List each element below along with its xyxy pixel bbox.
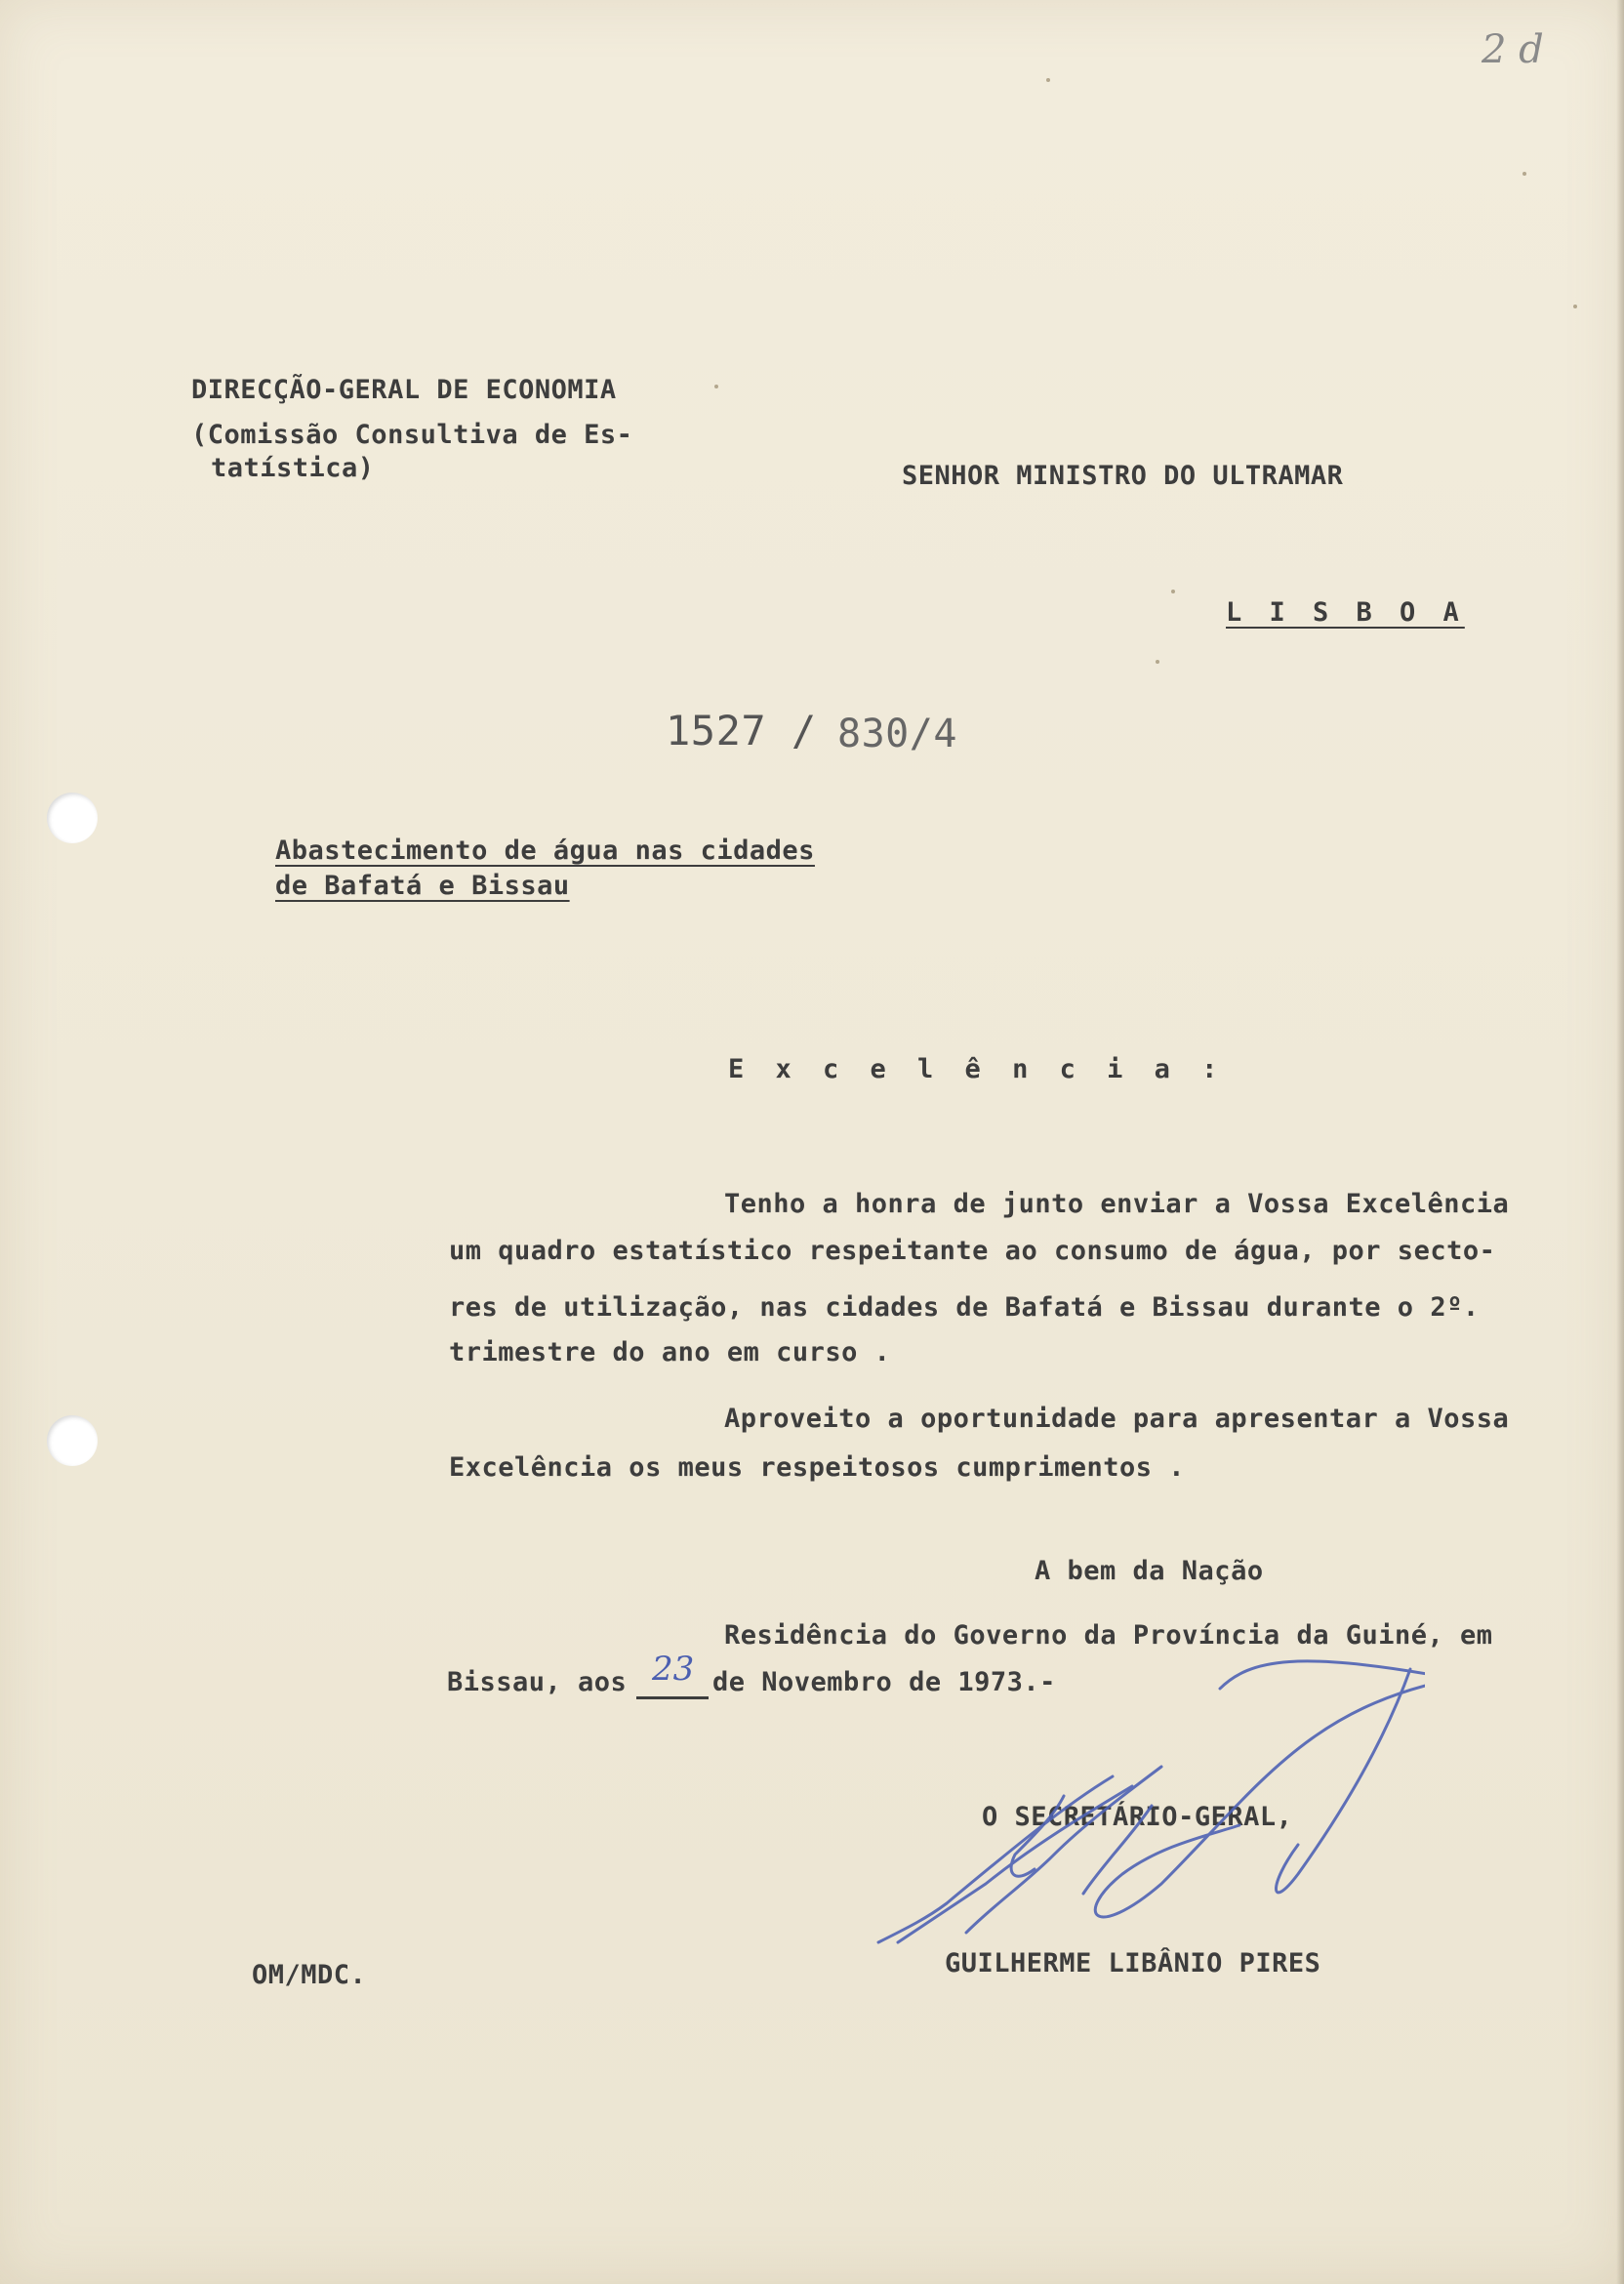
signatory-name: GUILHERME LIBÂNIO PIRES xyxy=(945,1948,1321,1978)
recipient-city: L I S B O A xyxy=(1226,597,1465,628)
body-p1-line2: um quadro estatístico respeitante ao consumo de água, por secto- xyxy=(449,1236,1496,1266)
paper-speck xyxy=(1156,660,1159,664)
typist-initials: OM/MDC. xyxy=(252,1960,367,1990)
signature-role: O SECRETÁRIO-GERAL, xyxy=(982,1802,1293,1832)
reference-number-typed: 1527 / xyxy=(666,707,817,755)
paper-speck xyxy=(1046,78,1050,82)
closing-place-line2-after: de Novembro de 1973.- xyxy=(712,1667,1056,1697)
handwritten-signature xyxy=(839,1650,1425,1962)
body-p1-line4: trimestre do ano em curso . xyxy=(449,1337,891,1367)
punch-hole-top xyxy=(47,793,98,843)
body-p1-line3: res de utilização, nas cidades de Bafatá e Bissau durante o 2º. xyxy=(449,1292,1480,1323)
paper-speck xyxy=(714,385,718,388)
paper-speck xyxy=(1171,590,1175,593)
department-line-1: DIRECÇÃO-GERAL DE ECONOMIA xyxy=(191,375,617,405)
handwritten-day: 23 xyxy=(652,1650,695,1689)
punch-hole-bottom xyxy=(47,1415,98,1466)
body-p1-line1: Tenho a honra de junto enviar a Vossa Excelência xyxy=(724,1189,1510,1219)
paper-speck xyxy=(1522,172,1526,176)
body-p2-line1: Aproveito a oportunidade para apresentar a Vossa xyxy=(724,1404,1510,1434)
salutation: E x c e l ê n c i a : xyxy=(728,1054,1226,1084)
body-p2-line2: Excelência os meus respeitosos cumprimentos . xyxy=(449,1452,1185,1483)
pencil-page-number: 2 d xyxy=(1482,27,1544,72)
subject-line-1: Abastecimento de água nas cidades xyxy=(275,836,815,866)
department-line-3: tatística) xyxy=(211,453,375,483)
department-line-2: (Comissão Consultiva de Es- xyxy=(191,420,633,450)
subject-line-2: de Bafatá e Bissau xyxy=(275,871,570,901)
paper-speck xyxy=(1573,305,1577,308)
closing-place-line1: Residência do Governo da Província da Guiné, em xyxy=(724,1620,1493,1651)
closing-place-line2-before: Bissau, aos xyxy=(447,1667,628,1697)
recipient-title: SENHOR MINISTRO DO ULTRAMAR xyxy=(902,461,1344,491)
reference-number-stamped: 830/4 xyxy=(837,712,957,756)
closing-motto: A bem da Nação xyxy=(1035,1556,1264,1586)
page-edge-shadow xyxy=(1616,0,1624,2284)
